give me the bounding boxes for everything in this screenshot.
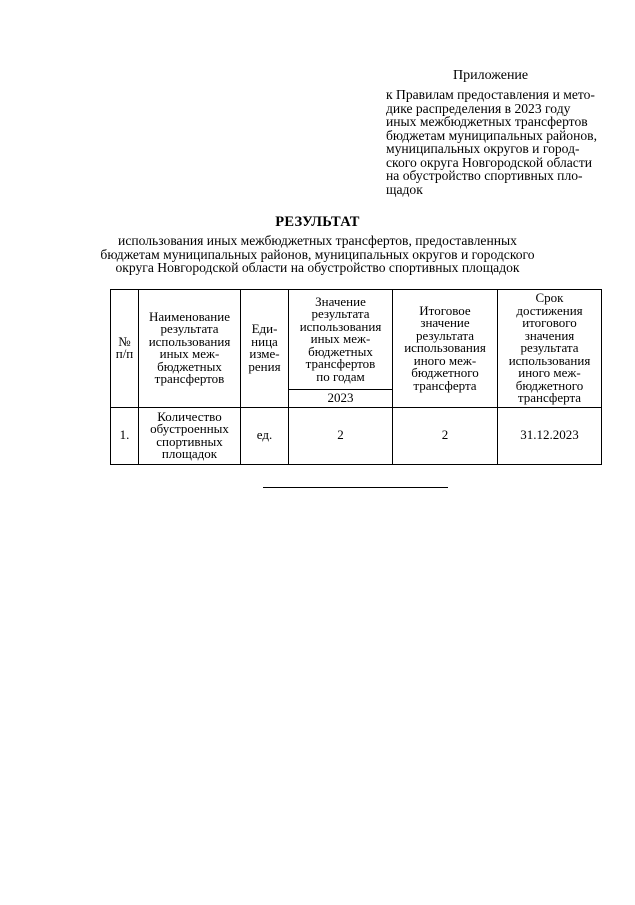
header-text: трансферта: [517, 390, 582, 405]
header-text: ница: [251, 333, 278, 349]
header-text: №: [118, 333, 131, 349]
header-text: использования: [508, 352, 591, 368]
header-text: результата: [311, 306, 370, 322]
table-header-row: [111, 290, 602, 390]
subtitle-line: округа Новгородской области на обустройство спортивных площадок: [115, 260, 520, 275]
header-text: итогового: [522, 315, 577, 330]
header-text: по годам: [316, 368, 365, 384]
header-text: трансфертов: [305, 356, 376, 372]
appendix-line: иных межбюджетных трансфертов: [386, 114, 588, 129]
header-text: значение: [420, 315, 470, 330]
header-text: результата: [415, 327, 475, 343]
header-text: п/п: [115, 346, 134, 362]
header-text: Наименование: [149, 308, 230, 324]
header-text: значения: [524, 327, 575, 343]
header-text: иного меж-: [518, 365, 581, 380]
header-text: иных меж-: [159, 346, 220, 362]
header-text: бюджетного: [515, 377, 584, 393]
cell-name: [139, 407, 241, 464]
cell-text: площадок: [161, 446, 218, 461]
header-value: [289, 290, 393, 390]
document-title: РЕЗУЛЬТАТ: [275, 214, 360, 230]
closing-rule: [263, 487, 448, 488]
header-text: иного меж-: [413, 352, 477, 368]
cell-unit: ед.: [241, 407, 289, 464]
header-text: использования: [148, 333, 231, 349]
header-text: трансферта: [413, 377, 477, 393]
appendix-title: Приложение: [453, 68, 529, 83]
header-deadline: [498, 290, 602, 408]
appendix-line: ского округа Новгородской области: [386, 154, 593, 170]
appendix-line: к Правилам предоставления и мето-: [386, 87, 595, 102]
appendix-line: бюджетам муниципальных районов,: [386, 127, 597, 143]
appendix-reference: [386, 88, 616, 196]
header-text: бюджетных: [308, 343, 373, 359]
header-name: [139, 290, 241, 408]
cell-text: спортивных: [156, 433, 223, 449]
header-unit: [241, 290, 289, 408]
cell-text: Количество: [157, 408, 222, 424]
header-text: результата: [160, 321, 219, 337]
cell-deadline: 31.12.2023: [498, 407, 602, 464]
header-text: Еди-: [251, 321, 278, 337]
header-text: Срок: [535, 290, 564, 305]
header-text: иных меж-: [310, 331, 371, 347]
header-final: [393, 290, 498, 408]
header-text: изме-: [249, 346, 280, 362]
cell-value-2023: 2: [289, 407, 393, 464]
table-row: [111, 407, 602, 464]
header-text: использования: [299, 318, 382, 334]
header-value-year: 2023: [289, 389, 393, 407]
header-text: рения: [248, 358, 281, 374]
header-text: использования: [404, 340, 486, 355]
result-table: [110, 289, 602, 465]
subtitle-line: бюджетам муниципальных районов, муниципальных округов и городского: [100, 246, 535, 262]
header-text: Значение: [315, 293, 366, 309]
header-text: бюджетных: [157, 358, 222, 374]
header-number: [111, 290, 139, 408]
header-text: результата: [520, 340, 579, 355]
cell-number: 1.: [111, 407, 139, 464]
appendix-line: щадок: [386, 181, 423, 197]
document-subtitle: [0, 234, 635, 275]
header-text: достижения: [516, 302, 583, 318]
header-text: трансфертов: [154, 371, 225, 387]
appendix-line: дике распределения в 2023 году: [386, 100, 571, 116]
header-text: бюджетного: [411, 365, 479, 380]
subtitle-line: использования иных межбюджетных трансфертов, предоставленных: [118, 233, 517, 248]
cell-final: 2: [393, 407, 498, 464]
cell-text: обустроенных: [150, 421, 229, 436]
header-text: Итоговое: [419, 302, 471, 318]
appendix-line: на обустройство спортивных пло-: [386, 168, 583, 183]
appendix-line: муниципальных округов и город-: [386, 141, 580, 156]
